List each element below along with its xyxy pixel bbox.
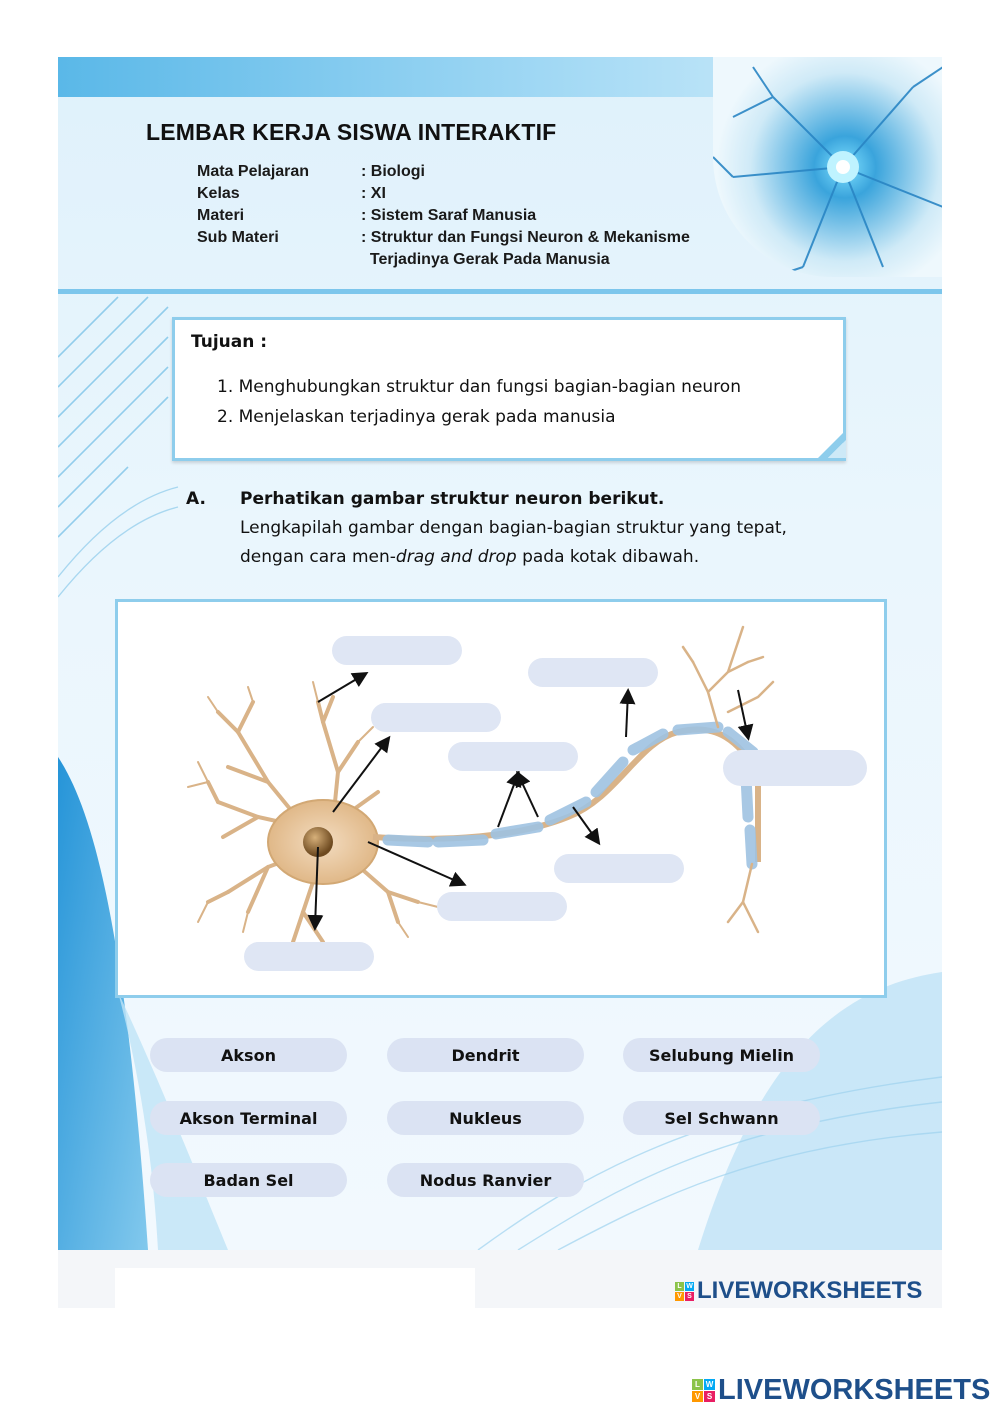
logo-letter: W [705,1380,714,1389]
section-instructions [240,485,880,572]
meta-row [197,183,761,205]
meta-value: : XI [361,185,386,202]
drop-zone[interactable] [332,636,462,665]
answer-chip-sel-schwann[interactable]: Sel Schwann [623,1101,820,1135]
drop-zone[interactable] [371,703,501,732]
meta-key: Materi [197,207,245,224]
neuron-diagram [115,599,887,998]
meta-key [197,249,361,271]
section-heading: Perhatikan gambar struktur neuron berikut. [240,489,665,509]
objective-item: 2. Menjelaskan terjadinya gerak pada manusia [217,407,616,427]
meta-row [197,161,761,183]
page-title: LEMBAR KERJA SISWA INTERAKTIF [146,119,557,145]
meta-value: : Biologi [361,163,425,180]
subject-info [197,161,761,271]
drop-zone[interactable] [244,942,374,971]
footer-blank-area [115,1268,475,1308]
meta-value: : Struktur dan Fungsi Neuron & Mekanisme [361,229,690,246]
drop-zone[interactable] [528,658,658,687]
brand-name: LIVEWORKSHEETS [697,1277,923,1304]
answer-chip-nodus-ranvier[interactable]: Nodus Ranvier [387,1163,584,1197]
answer-chip-akson[interactable]: Akson [150,1038,347,1072]
logo-letter: L [692,1379,703,1390]
logo-letter: V [692,1391,703,1402]
meta-key: Mata Pelajaran [197,163,310,180]
instruction-line [240,543,880,572]
drop-zone[interactable] [554,854,684,883]
meta-value: Terjadinya Gerak Pada Manusia [361,251,610,268]
answer-chip-selubung-mielin[interactable]: Selubung Mielin [623,1038,820,1072]
instruction-italic: drag and drop [395,547,517,567]
meta-key: Sub Materi [197,229,279,246]
answer-chip-badan-sel[interactable]: Badan Sel [150,1163,347,1197]
brand-name: LIVEWORKSHEETS [718,1374,991,1406]
section-label: A. [186,489,206,509]
logo-letter: V [675,1292,684,1301]
answer-chip-dendrit[interactable]: Dendrit [387,1038,584,1072]
neuron-drawing [118,602,884,995]
liveworksheets-logo-inner [675,1277,922,1305]
page-fold-icon [818,430,846,458]
logo-letter: L [675,1282,684,1291]
logo-letter: W [686,1282,693,1290]
liveworksheets-icon [675,1282,694,1301]
meta-row [197,205,761,227]
instruction-line: Lengkapilah gambar dengan bagian-bagian struktur yang tepat, [240,518,787,538]
meta-row [197,227,761,249]
meta-value: : Sistem Saraf Manusia [361,207,537,224]
meta-key: Kelas [197,185,240,202]
objectives-title: Tujuan : [191,332,268,352]
instruction-suffix: pada kotak dibawah. [516,547,700,567]
logo-letter: S [704,1391,715,1402]
answer-chip-akson-terminal[interactable]: Akson Terminal [150,1101,347,1135]
drop-zone[interactable] [437,892,567,921]
objectives-list [217,372,741,432]
drop-zone[interactable] [723,750,867,786]
objectives-box [172,317,846,461]
liveworksheets-logo[interactable] [692,1374,990,1407]
objective-item: 1. Menghubungkan struktur dan fungsi bagian-bagian neuron [217,377,741,397]
answer-chip-nukleus[interactable]: Nukleus [387,1101,584,1135]
drop-zone[interactable] [448,742,578,771]
instruction-prefix: dengan cara men- [240,547,396,567]
worksheet-page [58,57,942,1250]
logo-letter: S [685,1292,694,1301]
header-divider [58,289,942,294]
liveworksheets-icon [692,1379,715,1402]
meta-row [197,249,761,271]
